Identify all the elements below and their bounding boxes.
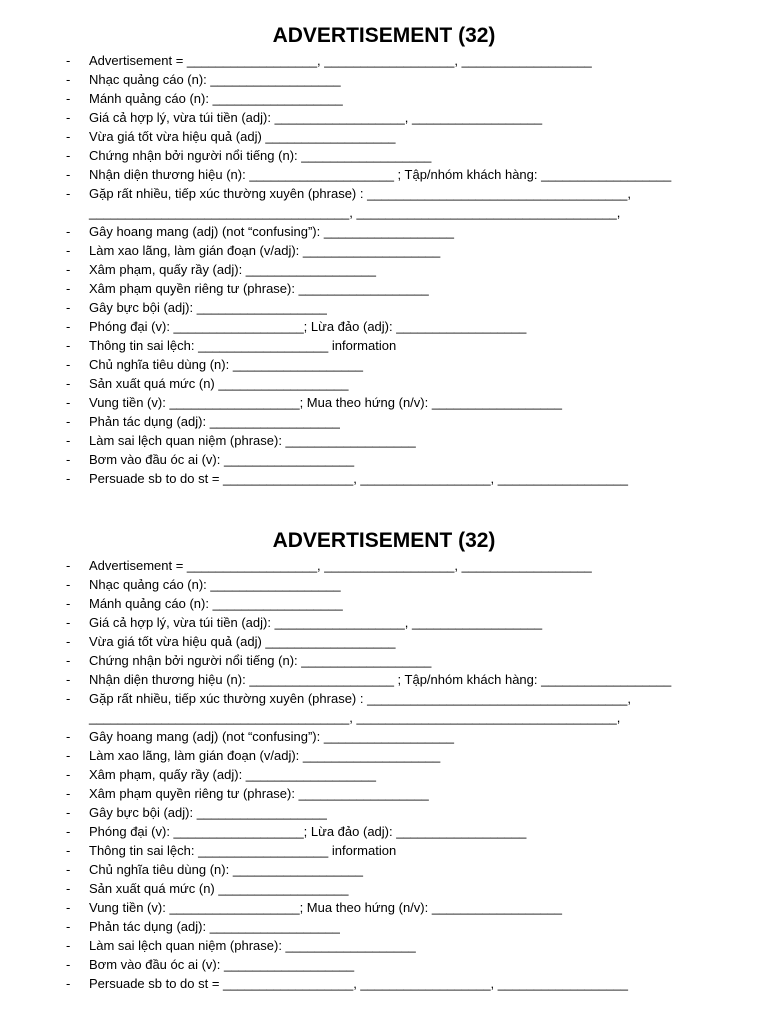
bullet-dash: - (66, 615, 71, 630)
item-text: Làm sai lệch quan niệm (phrase): __________________ (89, 433, 416, 448)
list-item (0, 279, 768, 298)
item-text: Chứng nhận bởi người nổi tiếng (n): __________________ (89, 653, 432, 668)
list-item (0, 450, 768, 469)
item-text: Thông tin sai lệch: __________________ information (89, 338, 397, 353)
item-text: Phóng đại (v): __________________; Lừa đảo (adj): __________________ (89, 319, 527, 334)
item-text: Làm sai lệch quan niệm (phrase): __________________ (89, 938, 416, 953)
list-item (0, 127, 768, 146)
bullet-dash: - (66, 262, 71, 277)
bullet-dash: - (66, 376, 71, 391)
item-text: Nhạc quảng cáo (n): __________________ (89, 577, 341, 592)
list-item (0, 431, 768, 450)
item-text: ____________________________________, ____________________________________, (89, 710, 621, 725)
list-item (0, 841, 768, 860)
item-text: Gây hoang mang (adj) (not “confusing”): __________________ (89, 729, 454, 744)
item-text: Mánh quảng cáo (n): __________________ (89, 596, 343, 611)
list-item (0, 556, 768, 575)
item-text: Xâm phạm quyền riêng tư (phrase): __________________ (89, 281, 429, 296)
bullet-dash: - (66, 110, 71, 125)
bullet-dash: - (66, 729, 71, 744)
bullet-dash: - (66, 395, 71, 410)
list-item (0, 89, 768, 108)
list-item (0, 184, 768, 203)
list-item (0, 803, 768, 822)
list-item (0, 260, 768, 279)
bullet-dash: - (66, 843, 71, 858)
bullet-dash: - (66, 577, 71, 592)
list-item (0, 708, 768, 727)
bullet-dash: - (66, 824, 71, 839)
item-text: Gây hoang mang (adj) (not “confusing”): __________________ (89, 224, 454, 239)
bullet-dash: - (66, 186, 71, 201)
bullet-dash: - (66, 72, 71, 87)
bullet-dash: - (66, 357, 71, 372)
item-text: Vừa giá tốt vừa hiệu quả (adj) __________________ (89, 129, 396, 144)
list-item (0, 822, 768, 841)
item-text: Vung tiền (v): __________________; Mua theo hứng (n/v): __________________ (89, 900, 562, 915)
list-item (0, 355, 768, 374)
vocabulary-list (0, 51, 768, 488)
bullet-dash: - (66, 881, 71, 896)
list-item (0, 108, 768, 127)
worksheet-section-1 (0, 22, 768, 488)
list-item (0, 765, 768, 784)
bullet-dash: - (66, 919, 71, 934)
item-text: Gặp rất nhiều, tiếp xúc thường xuyên (phrase) : ____________________________________, (89, 691, 631, 706)
item-text: Nhận diện thương hiệu (n): ____________________ ; Tập/nhóm khách hàng: __________________ (89, 167, 672, 182)
list-item (0, 575, 768, 594)
list-item (0, 51, 768, 70)
item-text: Chứng nhận bởi người nổi tiếng (n): __________________ (89, 148, 432, 163)
bullet-dash: - (66, 938, 71, 953)
list-item (0, 670, 768, 689)
list-item (0, 165, 768, 184)
bullet-dash: - (66, 167, 71, 182)
bullet-dash: - (66, 452, 71, 467)
list-item (0, 336, 768, 355)
item-text: Giá cả hợp lý, vừa túi tiền (adj): __________________, __________________ (89, 110, 543, 125)
item-text: Chủ nghĩa tiêu dùng (n): __________________ (89, 862, 363, 877)
bullet-dash: - (66, 862, 71, 877)
list-item (0, 689, 768, 708)
bullet-dash: - (66, 319, 71, 334)
bullet-dash: - (66, 786, 71, 801)
bullet-dash: - (66, 224, 71, 239)
item-text: Giá cả hợp lý, vừa túi tiền (adj): __________________, __________________ (89, 615, 543, 630)
list-item (0, 613, 768, 632)
list-item (0, 898, 768, 917)
list-item (0, 469, 768, 488)
bullet-dash: - (66, 558, 71, 573)
item-text: Bơm vào đầu óc ai (v): __________________ (89, 452, 355, 467)
bullet-dash: - (66, 433, 71, 448)
section-title: ADVERTISEMENT (32) (272, 24, 496, 47)
bullet-dash: - (66, 805, 71, 820)
item-text: Advertisement = __________________, __________________, __________________ (89, 53, 592, 68)
item-text: ____________________________________, ____________________________________, (89, 205, 621, 220)
list-item (0, 632, 768, 651)
bullet-dash: - (66, 338, 71, 353)
item-text: Persuade sb to do st = __________________, __________________, __________________ (89, 471, 628, 486)
vocabulary-list (0, 556, 768, 993)
item-text: Vung tiền (v): __________________; Mua theo hứng (n/v): __________________ (89, 395, 562, 410)
item-text: Phản tác dụng (adj): __________________ (89, 919, 340, 934)
bullet-dash: - (66, 471, 71, 486)
list-item (0, 860, 768, 879)
bullet-dash: - (66, 976, 71, 991)
list-item (0, 594, 768, 613)
item-text: Chủ nghĩa tiêu dùng (n): __________________ (89, 357, 363, 372)
bullet-dash: - (66, 129, 71, 144)
list-item (0, 974, 768, 993)
bullet-dash: - (66, 596, 71, 611)
bullet-dash: - (66, 672, 71, 687)
item-text: Sản xuất quá mức (n) __________________ (89, 881, 349, 896)
section-title: ADVERTISEMENT (32) (272, 529, 496, 552)
list-item (0, 146, 768, 165)
item-text: Nhạc quảng cáo (n): __________________ (89, 72, 341, 87)
bullet-dash: - (66, 91, 71, 106)
bullet-dash: - (66, 300, 71, 315)
item-text: Xâm phạm quyền riêng tư (phrase): __________________ (89, 786, 429, 801)
bullet-dash: - (66, 748, 71, 763)
list-item (0, 298, 768, 317)
item-text: Làm xao lãng, làm gián đoạn (v/adj): ___________________ (89, 748, 441, 763)
list-item (0, 784, 768, 803)
bullet-dash: - (66, 281, 71, 296)
item-text: Phản tác dụng (adj): __________________ (89, 414, 340, 429)
list-item (0, 955, 768, 974)
item-text: Sản xuất quá mức (n) __________________ (89, 376, 349, 391)
item-text: Vừa giá tốt vừa hiệu quả (adj) __________________ (89, 634, 396, 649)
item-text: Advertisement = __________________, __________________, __________________ (89, 558, 592, 573)
list-item (0, 879, 768, 898)
list-item (0, 746, 768, 765)
bullet-dash: - (66, 957, 71, 972)
list-item (0, 317, 768, 336)
list-item (0, 393, 768, 412)
bullet-dash: - (66, 243, 71, 258)
item-text: Gặp rất nhiều, tiếp xúc thường xuyên (phrase) : ____________________________________, (89, 186, 631, 201)
list-item (0, 651, 768, 670)
item-text: Gây bực bội (adj): __________________ (89, 805, 327, 820)
item-text: Thông tin sai lệch: __________________ information (89, 843, 397, 858)
list-item (0, 727, 768, 746)
list-item (0, 374, 768, 393)
worksheet-section-2 (0, 527, 768, 993)
item-text: Persuade sb to do st = __________________, __________________, __________________ (89, 976, 628, 991)
item-text: Xâm phạm, quấy rầy (adj): __________________ (89, 767, 376, 782)
list-item (0, 203, 768, 222)
list-item (0, 917, 768, 936)
bullet-dash: - (66, 414, 71, 429)
list-item (0, 936, 768, 955)
item-text: Làm xao lãng, làm gián đoạn (v/adj): ___________________ (89, 243, 441, 258)
item-text: Phóng đại (v): __________________; Lừa đảo (adj): __________________ (89, 824, 527, 839)
bullet-dash: - (66, 634, 71, 649)
list-item (0, 412, 768, 431)
bullet-dash: - (66, 767, 71, 782)
bullet-dash: - (66, 900, 71, 915)
bullet-dash: - (66, 148, 71, 163)
bullet-dash: - (66, 691, 71, 706)
bullet-dash: - (66, 53, 71, 68)
list-item (0, 222, 768, 241)
item-text: Mánh quảng cáo (n): __________________ (89, 91, 343, 106)
list-item (0, 70, 768, 89)
item-text: Gây bực bội (adj): __________________ (89, 300, 327, 315)
bullet-dash: - (66, 653, 71, 668)
item-text: Bơm vào đầu óc ai (v): __________________ (89, 957, 355, 972)
item-text: Xâm phạm, quấy rầy (adj): __________________ (89, 262, 376, 277)
list-item (0, 241, 768, 260)
item-text: Nhận diện thương hiệu (n): ____________________ ; Tập/nhóm khách hàng: __________________ (89, 672, 672, 687)
